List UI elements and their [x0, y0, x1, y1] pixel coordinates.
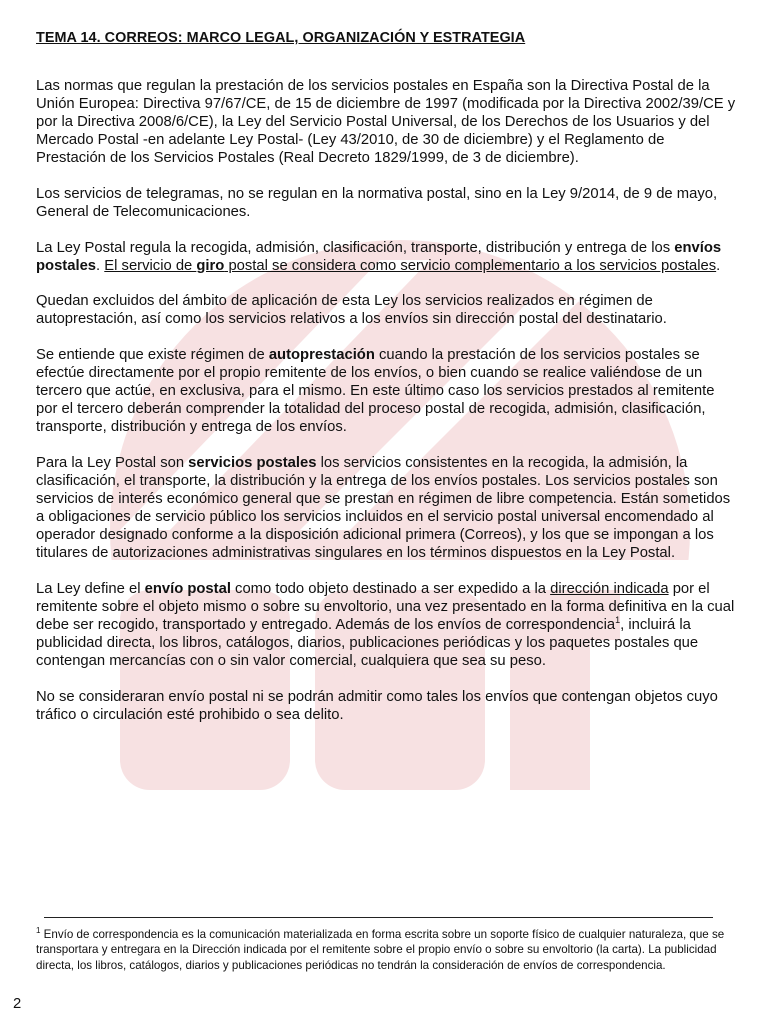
page-number: 2: [13, 996, 22, 1012]
paragraph-postal-law-scope: [36, 239, 736, 275]
document-body: [36, 30, 736, 742]
footnote-number: 1: [36, 926, 41, 936]
text-span: Se entiende que existe régimen de: [36, 347, 269, 364]
footnote-reference[interactable]: 1: [615, 615, 621, 626]
text-span: por el remitente sobre el objeto mismo o sobre su envoltorio, una vez presentado en la forma definitiva en la cual debe ser recogido, transportado y entregado. Además de los envíos de correspondencia: [36, 581, 735, 634]
paragraph-prohibited-items: No se consideraran envío postal ni se podrán admitir como tales los envíos que contengan objetos cuyo tráfico o circulación esté prohibido o sea delito.: [36, 689, 718, 724]
text-span: los servicios consistentes en la recogida, la admisión, la clasificación, el transporte, la distribución y la entrega de los envíos postales. Los servicios postales son servicios de interés económico general que se prestan en régimen de libre competencia. Están sometidos a obligaciones de servicio público los servicios incluidos en el servicio postal universal encomendado al operador designado conforme a la disposición adicional primera (Correos), y los que se impongan a los titulares de autorizaciones administrativas singulares en los términos dispuestos en la Ley Postal.: [36, 455, 731, 562]
text-span: El servicio de: [104, 257, 197, 274]
paragraph-autoprestacion: [36, 346, 736, 436]
text-span: Para la Ley Postal son: [36, 455, 189, 471]
text-span: La Ley define el: [36, 581, 145, 598]
footnote: [36, 927, 726, 973]
bold-term-envio-postal: envío postal: [144, 581, 231, 598]
paragraph-exclusions: Quedan excluidos del ámbito de aplicación de esta Ley los servicios realizados en régimen de autoprestación, así como los servicios relativos a los envíos sin dirección postal del destinatario.: [36, 293, 667, 328]
bold-term-servicios-postales: servicios postales: [188, 455, 317, 471]
page-title: TEMA 14. CORREOS: MARCO LEGAL, ORGANIZACIÓN Y ESTRATEGIA: [36, 30, 526, 46]
paragraph-legal-framework: Las normas que regulan la prestación de los servicios postales en España son la Directiva Postal de la Unión Europea: Directiva 97/67/CE, de 15 de diciembre de 1997 (modificada por la Directiva 2002/39/CE y por la Directiva 2008/6/CE), la Ley del Servicio Postal Universal, de los Derechos de los Usuarios y del Mercado Postal -en adelante Ley Postal- (Ley 43/2010, de 30 de diciembre) y el Reglamento de Prestación de los Servicios Postales (Real Decreto 1829/1999, de 3 de diciembre).: [36, 78, 736, 167]
text-span: cuando la prestación de los servicios postales se efectúe directamente por el propio remitente de los envíos, o bien cuando se realice valiéndose de un tercero que actúe, en exclusiva, para el mismo. En este último caso los servicios prestados al remitente por el tercero deberán comprender la totalidad del proceso postal de recogida, admisión, clasificación, transporte, distribución y entrega de los envíos.: [36, 347, 715, 436]
footnote-divider: [44, 917, 713, 918]
text-span: , incluirá la publicidad directa, los libros, catálogos, diarios, publicaciones periódicas y los paquetes postales que contengan mercancías con o sin valor comercial, cualquiera que sea su peso.: [36, 617, 699, 670]
underlined-giro-statement: [104, 258, 716, 274]
text-span: .: [716, 257, 721, 274]
bold-term-envios-postales: envíos postales: [36, 239, 722, 274]
underlined-direccion-indicada: dirección indicada: [550, 581, 669, 598]
text-span: .: [96, 257, 105, 274]
bold-term-autoprestacion: autoprestación: [268, 347, 375, 364]
footnote-text: Envío de correspondencia es la comunicación materializada en forma escrita sobre un soporte físico de cualquier naturaleza, que se transportara y entregara en la Dirección indicada por el remitente sobre el propio envío o sobre su envoltorio (la carta). La publicidad directa, los libros, catálogos, diarios y publicaciones periódicas no tendrán la consideración de envíos de correspondencia.: [36, 928, 725, 972]
paragraph-envio-postal: [36, 580, 736, 670]
paragraph-telegrams: Los servicios de telegramas, no se regulan en la normativa postal, sino en la Ley 9/2014, de 9 de mayo, General de Telecomunicaciones.: [36, 185, 718, 221]
bold-term-giro: giro: [196, 257, 225, 274]
paragraph-servicios-postales: [36, 454, 736, 563]
text-span: como todo objeto destinado a ser expedido a la: [230, 581, 551, 598]
text-span: La Ley Postal regula la recogida, admisión, clasificación, transporte, distribución y entrega de los: [36, 239, 675, 256]
text-span: postal se considera como servicio complementario a los servicios postales: [224, 257, 717, 274]
